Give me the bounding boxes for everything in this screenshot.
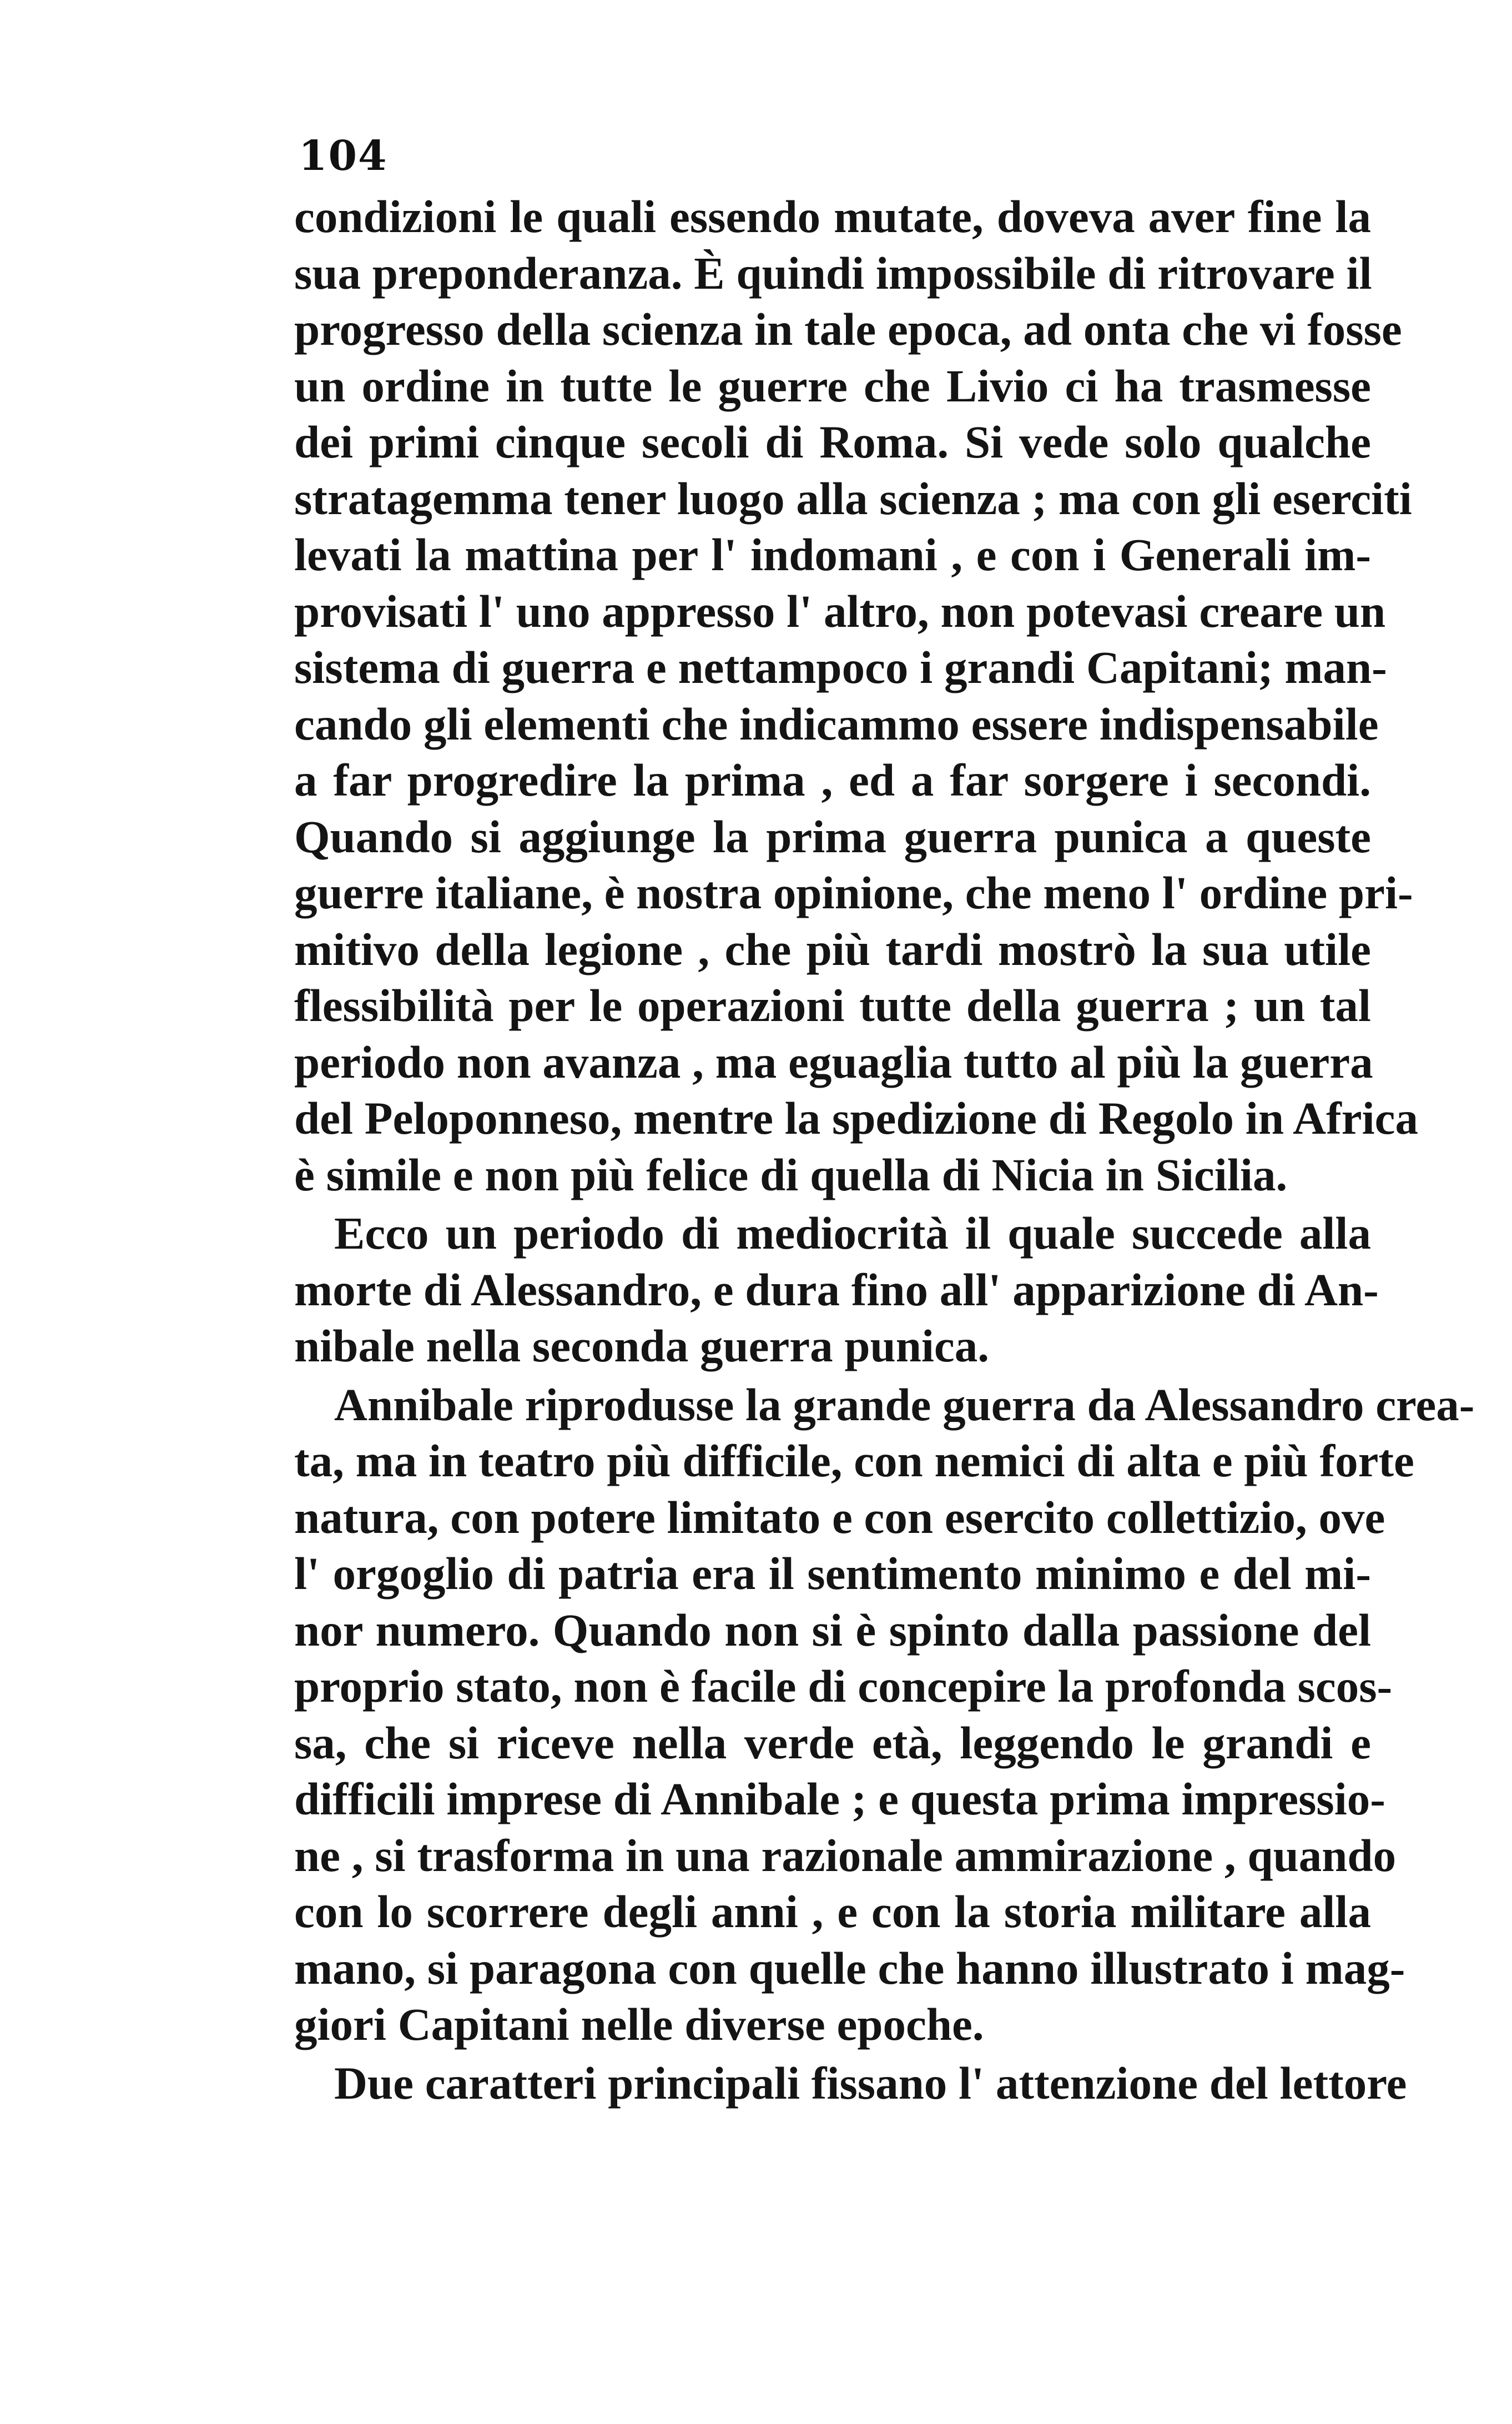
text-line: sua preponderanza. È quindi impossibile di ritrovare il — [294, 247, 1372, 299]
text-line: flessibilità per le operazioni tutte della guerra ; un tal — [294, 980, 1371, 1031]
paragraph-1 — [294, 189, 1418, 1203]
text-line: guerre italiane, è nostra opinione, che meno l' ordine pri- — [294, 867, 1413, 918]
text-line: provisati l' uno appresso l' altro, non potevasi creare un — [294, 585, 1386, 637]
text-line: ne , si trasforma in una razionale ammirazione , quando — [294, 1829, 1397, 1881]
text-line: ta, ma in teatro più difficile, con nemici di alta e più forte — [294, 1435, 1414, 1486]
text-line: mano, si paragona con quelle che hanno illustrato i mag- — [294, 1942, 1405, 1994]
text-line: un ordine in tutte le guerre che Livio ci ha trasmesse — [294, 360, 1371, 411]
text-line: Due caratteri principali fissano l' attenzione del lettore — [334, 2057, 1407, 2109]
text-line: dei primi cinque secoli di Roma. Si vede solo qualche — [294, 416, 1371, 467]
paragraph-4 — [294, 2055, 1407, 2112]
text-line: condizioni le quali essendo mutate, doveva aver fine la — [294, 191, 1371, 242]
text-line: è simile e non più felice di quella di Nicia in Sicilia. — [294, 1149, 1288, 1200]
text-line: mitivo della legione , che più tardi mostrò la sua utile — [294, 923, 1371, 975]
text-line: nibale nella seconda guerra punica. — [294, 1320, 990, 1371]
text-line: giori Capitani nelle diverse epoche. — [294, 1999, 984, 2050]
page-number: 104 — [299, 132, 388, 180]
text-line: periodo non avanza , ma eguaglia tutto al più la guerra — [294, 1036, 1373, 1088]
text-line: stratagemma tener luogo alla scienza ; ma con gli eserciti — [294, 472, 1412, 524]
paragraph-2 — [294, 1205, 1379, 1375]
text-line: morte di Alessandro, e dura fino all' apparizione di An- — [294, 1264, 1379, 1315]
text-line: difficili imprese di Annibale ; e questa prima impressio- — [294, 1773, 1385, 1824]
text-line: del Peloponneso, mentre la spedizione di Regolo in Africa — [294, 1093, 1418, 1144]
text-line: Quando si aggiunge la prima guerra punica a queste — [294, 811, 1371, 862]
text-line: progresso della scienza in tale epoca, ad onta che vi fosse — [294, 304, 1402, 355]
text-line: levati la mattina per l' indomani , e con i Generali im- — [294, 529, 1371, 580]
paragraph-3 — [294, 1377, 1475, 2053]
text-line: sistema di guerra e nettampoco i grandi Capitani; man- — [294, 642, 1387, 693]
text-line: nor numero. Quando non si è spinto dalla passione del — [294, 1604, 1371, 1656]
text-line: sa, che si riceve nella verde età, leggendo le grandi e — [294, 1717, 1371, 1768]
body-text — [294, 189, 1475, 2111]
text-line: natura, con potere limitato e con esercito collettizio, ove — [294, 1491, 1385, 1543]
text-line: con lo scorrere degli anni , e con la storia militare alla — [294, 1886, 1371, 1937]
text-line: a far progredire la prima , ed a far sorgere i secondi. — [294, 755, 1371, 806]
text-line: Ecco un periodo di mediocrità il quale succede alla — [334, 1208, 1371, 1259]
text-line: l' orgoglio di patria era il sentimento minimo e del mi- — [294, 1548, 1371, 1599]
text-line: proprio stato, non è facile di concepire la profonda scos- — [294, 1661, 1393, 1712]
text-line: cando gli elementi che indicammo essere indispensabile — [294, 698, 1379, 750]
text-line: Annibale riprodusse la grande guerra da Alessandro crea- — [334, 1379, 1475, 1430]
